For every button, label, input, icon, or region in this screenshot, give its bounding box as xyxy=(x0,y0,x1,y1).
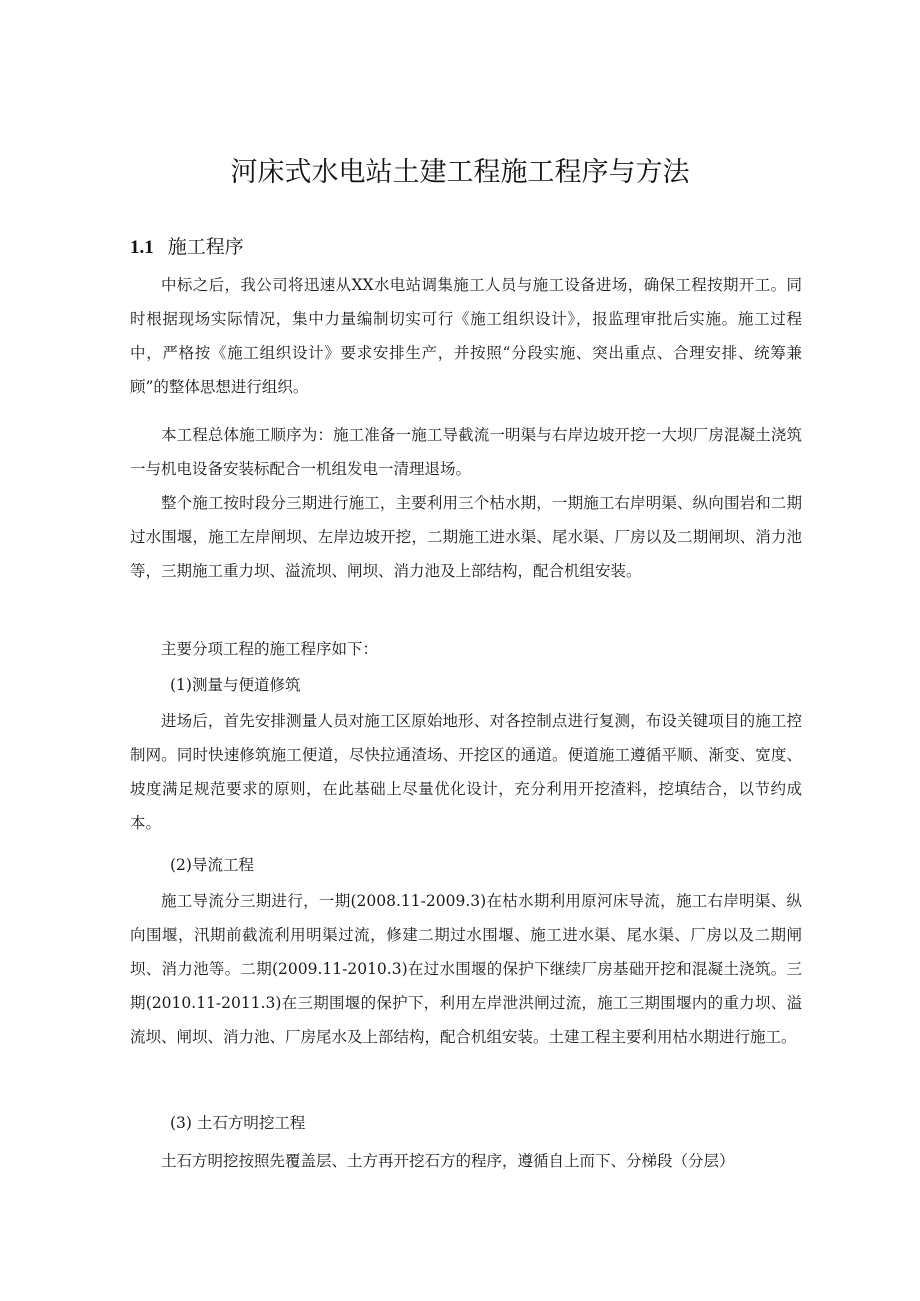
section-heading xyxy=(130,232,244,259)
paragraph-subitems-intro: 主要分项工程的施工程序如下： xyxy=(161,640,379,658)
paragraph-survey: 进场后，首先安排测量人员对施工区原始地形、对各控制点进行复测，布设关键项目的施工控制网。同时快速修筑施工便道，尽快拉通渣场、开挖区的通道。便道施工遵循平顺、渐变、宽度、坡度满足规范要求的原则，在此基础上尽量优化设计，充分利用开挖渣料，挖填结合，以节约成本。 xyxy=(130,712,802,832)
subheading-diversion: (2)导流工程 xyxy=(170,856,254,874)
paragraph-diversion: 施工导流分三期进行，一期(2008.11-2009.3)在枯水期利用原河床导流，施工右岸明渠、纵向围堰，汛期前截流利用明渠过流，修建二期过水围堰、施工进水渠、尾水渠、厂房以及二期闸坝、消力池等。二期(2009.11-2010.3)在过水围堰的保护下继续厂房基础开挖和混凝土浇筑。三期(2010.11-2011.3)在三期围堰的保护下，利用左岸泄洪闸过流，施工三期围堰内的重力坝、溢流坝、闸坝、消力池、厂房尾水及上部结构，配合机组安装。土建工程主要利用枯水期进行施工。 xyxy=(130,892,802,1046)
subheading-excavation: (3) 土石方明挖工程 xyxy=(170,1114,306,1132)
paragraph-intro: 中标之后，我公司将迅速从XX水电站调集施工人员与施工设备进场，确保工程按期开工。同时根据现场实际情况，集中力量编制切实可行《施工组织设计》，报监理审批后实施。施工过程中，严格按《施工组织设计》要求安排生产，并按照“分段实施、突出重点、合理安排、统筹兼顾”的整体思想进行组织。 xyxy=(130,276,802,396)
section-title: 施工程序 xyxy=(167,236,244,258)
section-number: 1.1 xyxy=(130,237,154,258)
paragraph-overall-sequence: 本工程总体施工顺序为：施工准备一施工导截流一明渠与右岸边坡开挖一大坝厂房混凝土浇筑一与机电设备安装标配合一机组发电一清理退场。 xyxy=(130,426,802,478)
paragraph-phases: 整个施工按时段分三期进行施工，主要利用三个枯水期，一期施工右岸明渠、纵向围岩和二期过水围堰，施工左岸闸坝、左岸边坡开挖，二期施工进水渠、尾水渠、厂房以及二期闸坝、消力池等，三期施工重力坝、溢流坝、闸坝、消力池及上部结构，配合机组安装。 xyxy=(130,494,802,580)
subheading-survey: (1)测量与便道修筑 xyxy=(170,676,301,694)
paragraph-excavation: 土石方明挖按照先覆盖层、土方再开挖石方的程序，遵循自上而下、分梯段（分层） xyxy=(161,1152,735,1170)
document-title: 河床式水电站土建工程施工程序与方法 xyxy=(230,157,690,188)
